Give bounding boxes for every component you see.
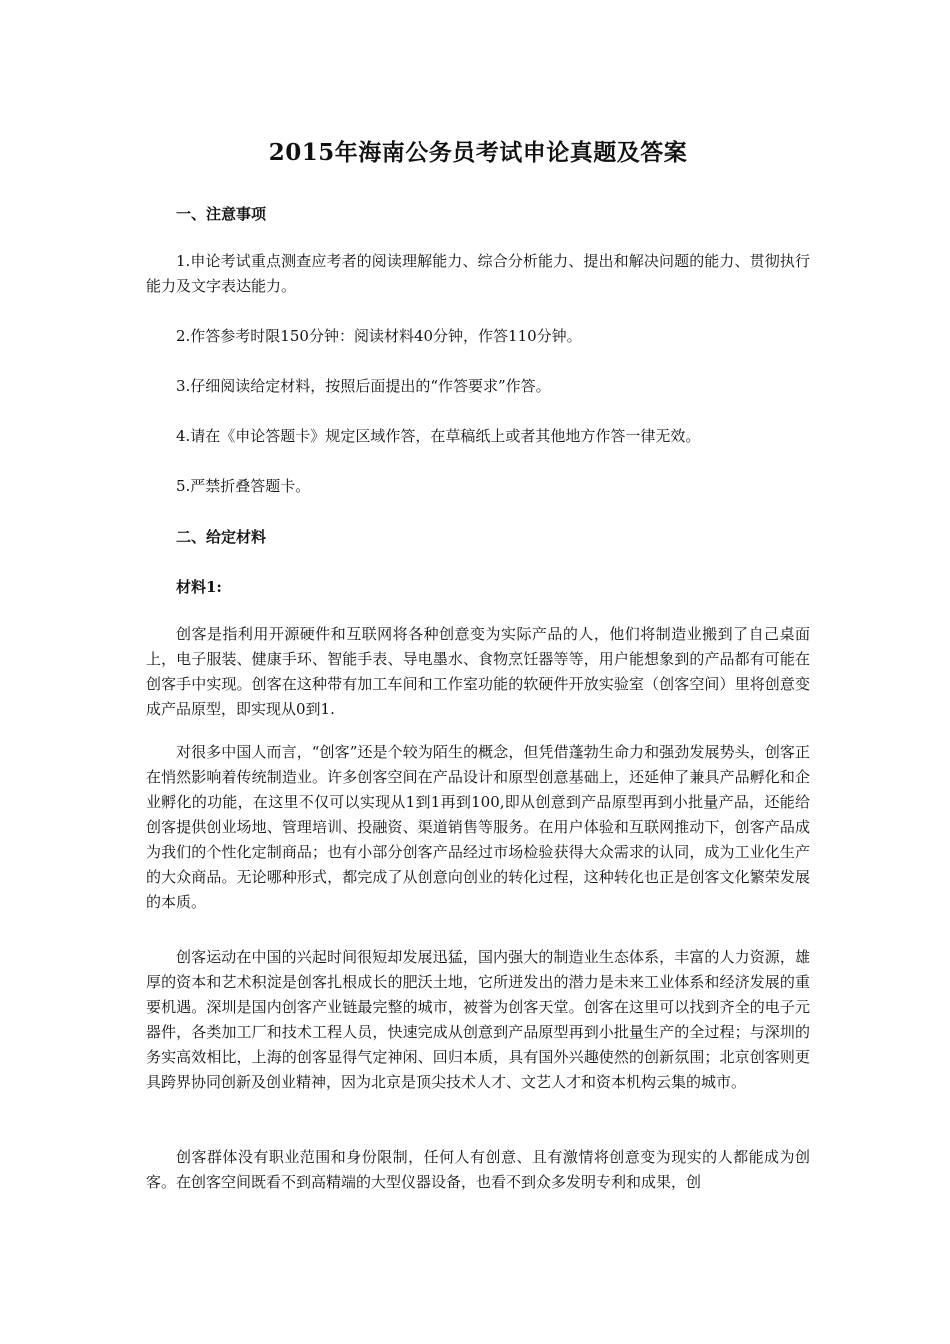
document-title: 2015年海南公务员考试申论真题及答案 xyxy=(268,139,688,166)
note-item-1: 1.申论考试重点测查应考者的阅读理解能力、综合分析能力、提出和解决问题的能力、贯彻执行能力及文字表达能力。 xyxy=(146,252,810,295)
material-paragraph: 创客群体没有职业范围和身份限制，任何人有创意、且有激情将创意变为现实的人都能成为创客。在创客空间既看不到高精端的大型仪器设备，也看不到众多发明专利和成果，创 xyxy=(146,1148,810,1191)
material-paragraph: 创客是指利用开源硬件和互联网将各种创意变为实际产品的人，他们将制造业搬到了自己桌面上，电子服装、健康手环、智能手表、导电墨水、食物烹饪器等等，用户能想象到的产品都有可能在创客手中实现。创客在这种带有加工车间和工作室功能的软硬件开放实验室（创客空间）里将创意变成产品原型，即实现从0到1. xyxy=(146,625,810,718)
note-item-4: 4.请在《申论答题卡》规定区域作答，在草稿纸上或者其他地方作答一律无效。 xyxy=(176,427,701,445)
section-heading-materials: 二、给定材料 xyxy=(176,528,267,546)
material-label: 材料1: xyxy=(176,578,222,596)
material-paragraph: 创客运动在中国的兴起时间很短却发展迅猛，国内强大的制造业生态体系，丰富的人力资源，雄厚的资本和艺术积淀是创客扎根成长的肥沃土地，它所迸发出的潜力是未来工业体系和经济发展的重要机遇。深圳是国内创客产业链最完整的城市，被誉为创客天堂。创客在这里可以找到齐全的电子元器件，各类加工厂和技术工程人员，快速完成从创意到产品原型再到小批量生产的全过程；与深圳的务实高效相比，上海的创客显得气定神闲、回归本质，具有国外兴趣使然的创新氛围；北京创客则更具跨界协同创新及创业精神，因为北京是顶尖技术人才、文艺人才和资本机构云集的城市。 xyxy=(146,948,810,1091)
note-item-2: 2.作答参考时限150分钟：阅读材料40分钟，作答110分钟。 xyxy=(176,327,582,345)
section-heading-notes: 一、注意事项 xyxy=(176,205,267,223)
material-paragraph: 对很多中国人而言，“创客”还是个较为陌生的概念，但凭借蓬勃生命力和强劲发展势头，创客正在悄然影响着传统制造业。许多创客空间在产品设计和原型创意基础上，还延伸了兼具产品孵化和企业孵化的功能，在这里不仅可以实现从1到1再到100,即从创意到产品原型再到小批量产品，还能给创客提供创业场地、管理培训、投融资、渠道销售等服务。在用户体验和互联网推动下，创客产品成为我们的个性化定制商品；也有小部分创客产品经过市场检验获得大众需求的认同，成为工业化生产的大众商品。无论哪种形式，都完成了从创意向创业的转化过程，这种转化也正是创客文化繁荣发展的本质。 xyxy=(146,743,810,911)
note-item-5: 5.严禁折叠答题卡。 xyxy=(176,477,311,495)
note-item-3: 3.仔细阅读给定材料，按照后面提出的“作答要求”作答。 xyxy=(176,377,551,395)
